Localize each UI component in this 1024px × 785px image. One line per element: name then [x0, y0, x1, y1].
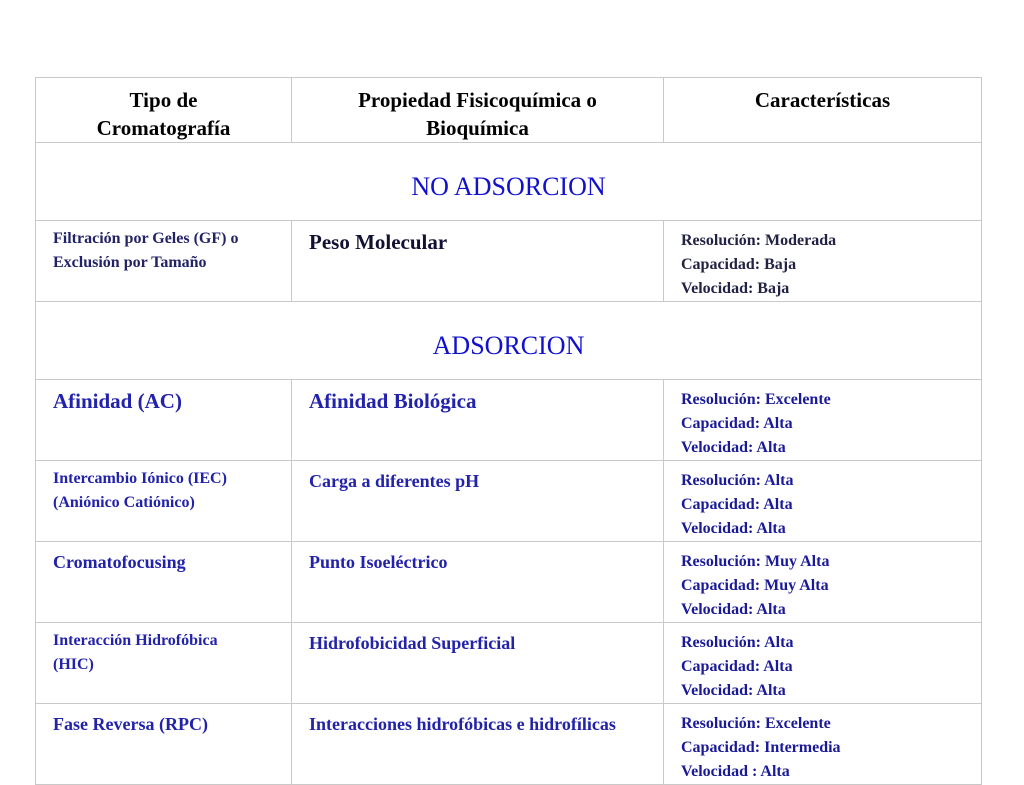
capacidad-text: Capacidad: Intermedia	[681, 739, 841, 756]
caracteristicas-cell	[664, 623, 982, 704]
table-row	[36, 461, 982, 542]
section-title-no-adsorcion: NO ADSORCION	[36, 143, 982, 221]
tipo-cell: Cromatofocusing	[36, 542, 292, 623]
header-propiedad: Propiedad Fisicoquímica o Bioquímica	[292, 78, 664, 143]
tipo-cell: Fase Reversa (RPC)	[36, 704, 292, 785]
propiedad-cell: Afinidad Biológica	[292, 380, 664, 461]
table-row	[36, 380, 982, 461]
velocidad-text: Velocidad: Alta	[681, 520, 786, 537]
velocidad-text: Velocidad: Alta	[681, 601, 786, 618]
velocidad-text: Velocidad: Alta	[681, 439, 786, 456]
capacidad-text: Capacidad: Alta	[681, 658, 793, 675]
propiedad-cell: Peso Molecular	[292, 221, 664, 302]
tipo-cell: Filtración por Geles (GF) o Exclusión por Tamaño	[36, 221, 292, 302]
caracteristicas-cell	[664, 221, 982, 302]
caracteristicas-cell	[664, 542, 982, 623]
tipo-cell: Interacción Hidrofóbica (HIC)	[36, 623, 292, 704]
table-row	[36, 623, 982, 704]
velocidad-text: Velocidad: Alta	[681, 682, 786, 699]
propiedad-cell: Interacciones hidrofóbicas e hidrofílicas	[292, 704, 664, 785]
propiedad-cell: Hidrofobicidad Superficial	[292, 623, 664, 704]
header-tipo: Tipo de Cromatografía	[36, 78, 292, 143]
tipo-cell: Afinidad (AC)	[36, 380, 292, 461]
table-row	[36, 704, 982, 785]
table-row	[36, 221, 982, 302]
capacidad-text: Capacidad: Baja	[681, 256, 797, 273]
resolucion-text: Resolución: Alta	[681, 634, 794, 651]
chromatography-table	[35, 77, 982, 785]
section-row-adsorcion	[36, 302, 982, 380]
resolucion-text: Resolución: Excelente	[681, 391, 831, 408]
propiedad-cell: Carga a diferentes pH	[292, 461, 664, 542]
section-title-adsorcion: ADSORCION	[36, 302, 982, 380]
caracteristicas-cell	[664, 704, 982, 785]
propiedad-cell: Punto Isoeléctrico	[292, 542, 664, 623]
capacidad-text: Capacidad: Alta	[681, 496, 793, 513]
resolucion-text: Resolución: Moderada	[681, 232, 837, 249]
tipo-cell: Intercambio Iónico (IEC) (Aniónico Catiónico)	[36, 461, 292, 542]
header-row	[36, 78, 982, 143]
resolucion-text: Resolución: Excelente	[681, 715, 831, 732]
resolucion-text: Resolución: Muy Alta	[681, 553, 830, 570]
capacidad-text: Capacidad: Muy Alta	[681, 577, 829, 594]
velocidad-text: Velocidad : Alta	[681, 763, 790, 780]
capacidad-text: Capacidad: Alta	[681, 415, 793, 432]
resolucion-text: Resolución: Alta	[681, 472, 794, 489]
section-row-no-adsorcion	[36, 143, 982, 221]
table-row	[36, 542, 982, 623]
caracteristicas-cell	[664, 461, 982, 542]
header-caracteristicas: Características	[664, 78, 982, 143]
caracteristicas-cell	[664, 380, 982, 461]
velocidad-text: Velocidad: Baja	[681, 280, 790, 297]
